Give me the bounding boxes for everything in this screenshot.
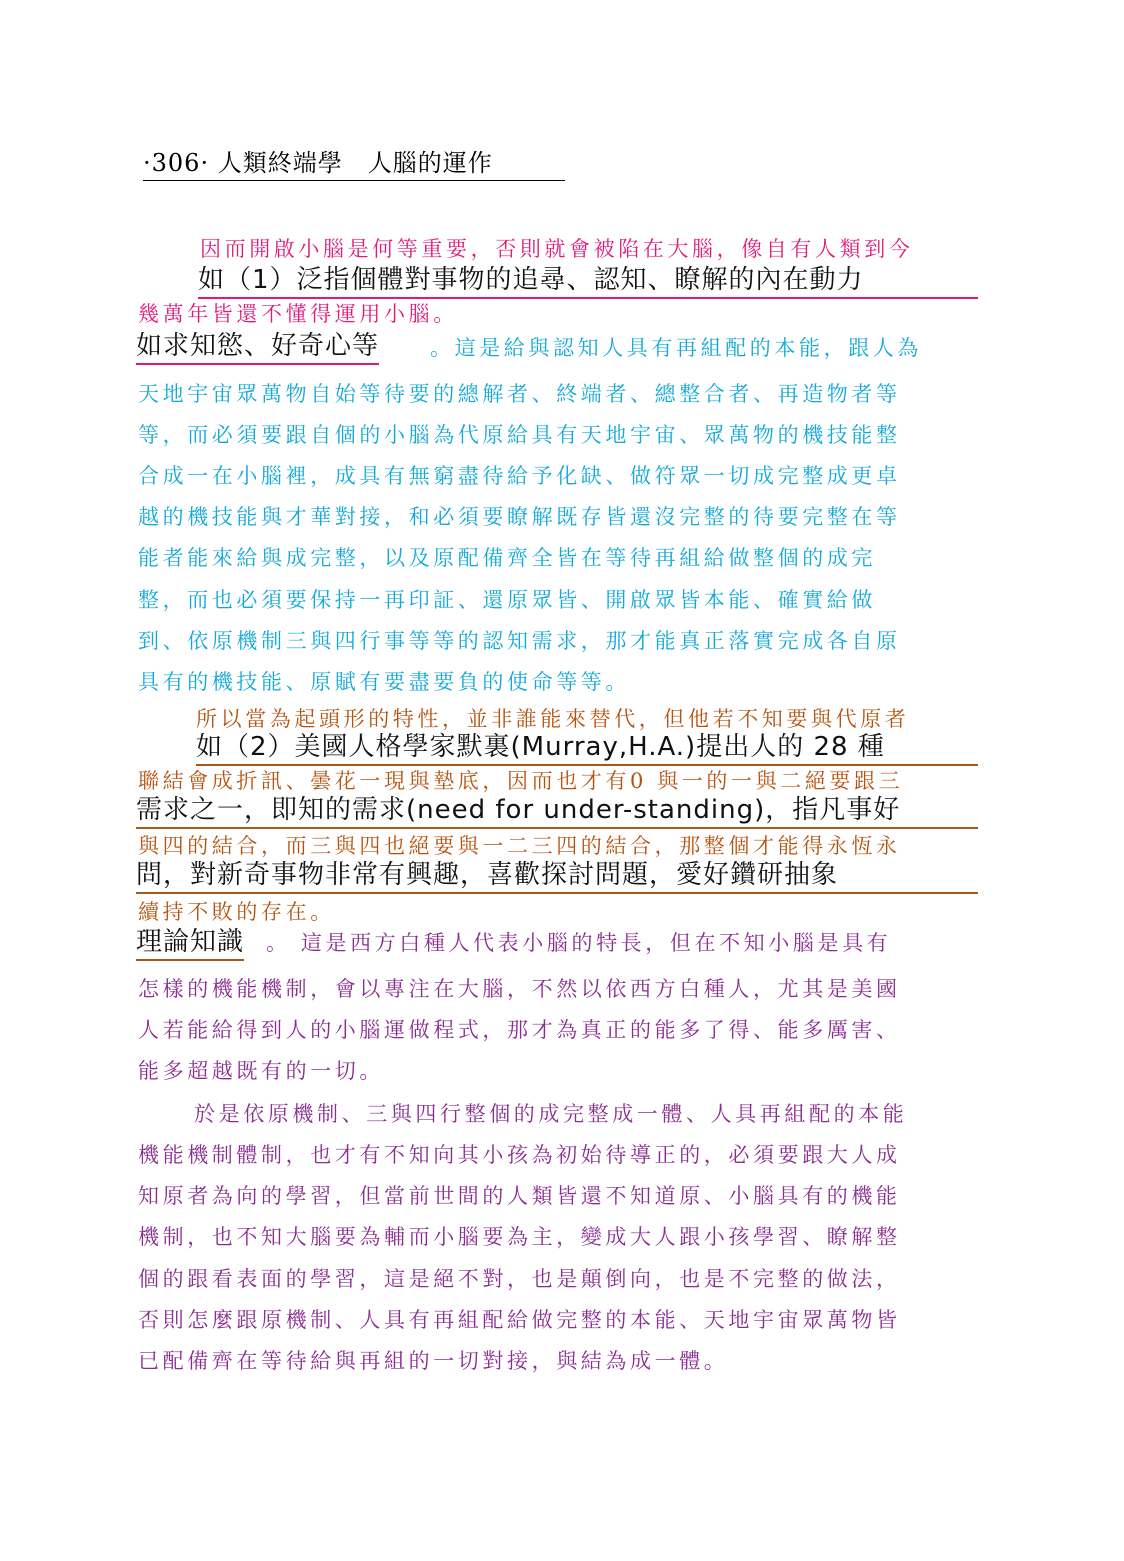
- quoted-text-line: 如（1）泛指個體對事物的追尋、認知、瞭解的內在動力: [198, 263, 978, 299]
- body-line: 於是依原機制、三與四行整個的成完整成一體、人具再組配的本能: [194, 1102, 908, 1126]
- body-line: 等，而必須要跟自個的小腦為代原給具有天地宇宙、眾萬物的機技能整: [138, 423, 901, 447]
- running-header: ·306· 人類終端學 人腦的運作: [143, 146, 565, 181]
- body-line: 天地宇宙眾萬物自始等待要的總解者、終端者、總整合者、再造物者等: [138, 382, 901, 406]
- body-line: 怎樣的機能機制，會以專注在大腦，不然以依西方白種人，尤其是美國: [138, 977, 901, 1001]
- commentary-line: 。 這是西方白種人代表小腦的特長，但在不知小腦是具有: [266, 931, 892, 955]
- body-line: 合成一在小腦裡，成具有無窮盡待給予化缺、做符眾一切成完整成更卓: [138, 464, 901, 488]
- body-line: 已配備齊在等待給與再組的一切對接，與結為成一體。: [138, 1349, 729, 1373]
- quoted-text-line: 如（2）美國人格學家默裏(Murray,H.A.)提出人的 28 種: [196, 730, 978, 766]
- body-line: 個的跟看表面的學習，這是絕不對，也是顛倒向，也是不完整的做法，: [138, 1267, 901, 1291]
- body-line: 具有的機技能、原賦有要盡要負的使命等等。: [138, 670, 630, 694]
- commentary-line: 聯結會成折訊、曇花一現與墊底，因而也才有0 與一的一與二絕要跟三: [138, 769, 904, 793]
- body-line: 整，而也必須要保持一再印証、還原眾皆、開啟眾皆本能、確實給做: [138, 588, 876, 612]
- quoted-text-line: 如求知慾、好奇心等: [136, 329, 379, 365]
- body-line: 知原者為向的學習，但當前世間的人類皆還不知道原、小腦具有的機能: [138, 1184, 901, 1208]
- commentary-line: 幾萬年皆還不懂得運用小腦。: [138, 302, 458, 326]
- body-line: 能者能來給與成完整，以及原配備齊全皆在等待再組給做整個的成完: [138, 546, 876, 570]
- body-line: 到、依原機制三與四行事等等的認知需求，那才能真正落實完成各自原: [138, 629, 901, 653]
- quoted-text-line: 問，對新奇事物非常有興趣，喜歡探討問題，愛好鑽研抽象: [136, 858, 978, 894]
- body-line: 能多超越既有的一切。: [138, 1059, 384, 1083]
- commentary-line: 續持不敗的存在。: [138, 900, 335, 924]
- body-line: 人若能給得到人的小腦運做程式，那才為真正的能多了得、能多厲害、: [138, 1018, 901, 1042]
- commentary-line: 所以當為起頭形的特性，並非誰能來替代，但他若不知要與代原者: [196, 707, 910, 731]
- body-line: 機能機制體制，也才有不知向其小孩為初始待導正的，必須要跟大人成: [138, 1143, 901, 1167]
- body-line: 越的機技能與才華對接，和必須要瞭解既存皆還沒完整的待要完整在等: [138, 505, 901, 529]
- quoted-text-line: 需求之一，即知的需求(need for under-standing)，指凡事好: [136, 793, 978, 829]
- body-line: 否則怎麼跟原機制、人具有再組配給做完整的本能、天地宇宙眾萬物皆: [138, 1308, 901, 1332]
- body-line: 機制，也不知大腦要為輔而小腦要為主，變成大人跟小孩學習、瞭解整: [138, 1225, 901, 1249]
- quoted-text-line: 理論知識: [136, 925, 244, 961]
- commentary-line: 與四的結合，而三與四也絕要與一二三四的結合，那整個才能得永恆永: [138, 834, 901, 858]
- commentary-line: 。這是給與認知人具有再組配的本能，跟人為: [430, 336, 922, 360]
- commentary-line: 因而開啟小腦是何等重要，否則就會被陷在大腦，像自有人類到今: [200, 237, 914, 261]
